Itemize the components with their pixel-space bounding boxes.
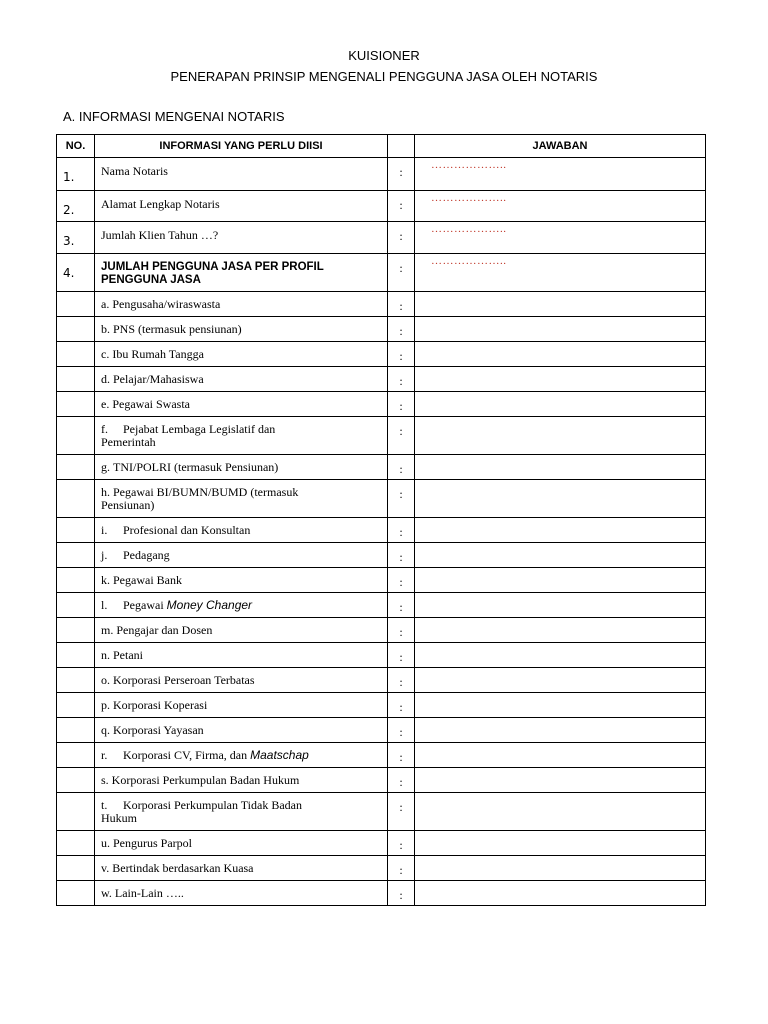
answer-field[interactable] xyxy=(415,518,706,543)
row-colon: : xyxy=(388,254,415,292)
table-row xyxy=(57,417,706,455)
row-colon: : xyxy=(388,543,415,568)
row-number-empty xyxy=(57,793,95,831)
answer-field[interactable]: ……………….. xyxy=(415,254,706,292)
answer-field[interactable] xyxy=(415,693,706,718)
profile-text: Pegawai Swasta xyxy=(112,397,190,411)
profile-label xyxy=(95,480,388,518)
row-number-empty xyxy=(57,417,95,455)
profile-label xyxy=(95,417,388,455)
table-row xyxy=(57,191,706,222)
profile-prefix: t. xyxy=(101,798,108,812)
row-number-empty xyxy=(57,743,95,768)
table-row xyxy=(57,392,706,417)
profile-label xyxy=(95,618,388,643)
table-row xyxy=(57,793,706,831)
profile-label xyxy=(95,543,388,568)
row-number-empty xyxy=(57,367,95,392)
row-colon: : xyxy=(388,317,415,342)
profile-text: Ibu Rumah Tangga xyxy=(112,347,204,361)
header-separator xyxy=(388,135,415,158)
profile-prefix: c. xyxy=(101,347,110,361)
row-number-empty xyxy=(57,292,95,317)
row-label: Alamat Lengkap Notaris xyxy=(95,191,388,222)
profile-prefix: s. xyxy=(101,773,109,787)
row-colon: : xyxy=(388,668,415,693)
profile-prefix: k. xyxy=(101,573,110,587)
row-colon: : xyxy=(388,593,415,618)
answer-field[interactable] xyxy=(415,718,706,743)
profile-text: Lain-Lain ….. xyxy=(114,886,184,900)
row-number-empty xyxy=(57,881,95,906)
profile-text: Korporasi Koperasi xyxy=(113,698,208,712)
profile-prefix: h. xyxy=(101,485,110,499)
row-number-empty xyxy=(57,618,95,643)
answer-field[interactable] xyxy=(415,342,706,367)
table-row xyxy=(57,158,706,191)
profile-label xyxy=(95,593,388,618)
table-row xyxy=(57,222,706,254)
row-number-empty xyxy=(57,768,95,793)
profile-prefix: b. xyxy=(101,322,110,336)
answer-field[interactable] xyxy=(415,743,706,768)
answer-field[interactable] xyxy=(415,856,706,881)
row-number-empty xyxy=(57,718,95,743)
row-number-empty xyxy=(57,831,95,856)
profile-text: Pegawai Bank xyxy=(113,573,182,587)
profile-prefix: v. xyxy=(101,861,110,875)
row-label: JUMLAH PENGGUNA JASA PER PROFIL PENGGUNA JASA xyxy=(95,254,388,292)
row-colon: : xyxy=(388,643,415,668)
profile-label xyxy=(95,693,388,718)
header-answer: JAWABAN xyxy=(415,135,706,158)
profile-text: Pejabat Lembaga Legislatif dan Pemerintah xyxy=(101,422,276,449)
answer-field[interactable] xyxy=(415,367,706,392)
profile-prefix: r. xyxy=(101,748,108,762)
row-colon: : xyxy=(388,718,415,743)
answer-field[interactable] xyxy=(415,543,706,568)
answer-field[interactable] xyxy=(415,668,706,693)
profile-prefix: d. xyxy=(101,372,110,386)
profile-text: Korporasi CV, Firma, dan xyxy=(123,748,248,762)
table-row xyxy=(57,881,706,906)
profile-prefix: p. xyxy=(101,698,110,712)
profile-label xyxy=(95,643,388,668)
profile-text: Pedagang xyxy=(123,548,170,562)
row-number-empty xyxy=(57,668,95,693)
row-number: 1. xyxy=(57,158,95,191)
table-header-row xyxy=(57,135,706,158)
profile-text: Korporasi Yayasan xyxy=(113,723,204,737)
row-number-empty xyxy=(57,856,95,881)
row-number-empty xyxy=(57,643,95,668)
row-number: 4. xyxy=(57,254,95,292)
table-row xyxy=(57,693,706,718)
profile-label xyxy=(95,743,388,768)
table-row xyxy=(57,643,706,668)
profile-text: Pengurus Parpol xyxy=(113,836,192,850)
answer-field[interactable] xyxy=(415,392,706,417)
answer-field[interactable] xyxy=(415,568,706,593)
profile-label xyxy=(95,856,388,881)
profile-text: Korporasi Perseroan Terbatas xyxy=(113,673,255,687)
answer-field[interactable] xyxy=(415,793,706,831)
profile-prefix: e. xyxy=(101,397,110,411)
row-colon: : xyxy=(388,191,415,222)
row-label: Nama Notaris xyxy=(95,158,388,191)
answer-field[interactable] xyxy=(415,831,706,856)
row-colon: : xyxy=(388,743,415,768)
table-row xyxy=(57,543,706,568)
row-colon: : xyxy=(388,222,415,254)
row-number-empty xyxy=(57,342,95,367)
answer-field[interactable]: ……………….. xyxy=(415,158,706,191)
row-number-empty xyxy=(57,593,95,618)
table-row xyxy=(57,768,706,793)
profile-text: Pegawai xyxy=(123,598,164,612)
section-title: A. INFORMASI MENGENAI NOTARIS xyxy=(63,109,285,124)
table-row xyxy=(57,480,706,518)
profile-label xyxy=(95,881,388,906)
table-row xyxy=(57,668,706,693)
row-colon: : xyxy=(388,793,415,831)
row-colon: : xyxy=(388,881,415,906)
row-colon: : xyxy=(388,158,415,191)
answer-field[interactable] xyxy=(415,455,706,480)
profile-text: Korporasi Perkumpulan Tidak Badan Hukum xyxy=(101,798,302,825)
row-colon: : xyxy=(388,392,415,417)
answer-field[interactable] xyxy=(415,881,706,906)
row-number-empty xyxy=(57,317,95,342)
row-number-empty xyxy=(57,455,95,480)
table-row xyxy=(57,455,706,480)
profile-label xyxy=(95,768,388,793)
table-row xyxy=(57,856,706,881)
answer-field[interactable] xyxy=(415,417,706,455)
answer-field[interactable] xyxy=(415,480,706,518)
profile-label xyxy=(95,568,388,593)
row-number-empty xyxy=(57,568,95,593)
profile-text: PNS (termasuk pensiunan) xyxy=(113,322,242,336)
row-colon: : xyxy=(388,768,415,793)
answer-field[interactable]: ……………….. xyxy=(415,191,706,222)
row-colon: : xyxy=(388,342,415,367)
row-label: Jumlah Klien Tahun …? xyxy=(95,222,388,254)
profile-text-italic: Money Changer xyxy=(166,598,253,612)
row-number-empty xyxy=(57,518,95,543)
row-colon: : xyxy=(388,367,415,392)
profile-text: Pengajar dan Dosen xyxy=(116,623,213,637)
profile-text: Petani xyxy=(113,648,143,662)
profile-prefix: q. xyxy=(101,723,110,737)
questionnaire-title: KUISIONER xyxy=(348,48,420,63)
profile-text: Pegawai BI/BUMN/BUMD (termasuk Pensiunan) xyxy=(101,485,299,512)
table-row xyxy=(57,367,706,392)
profile-text-italic: Maatschap xyxy=(250,748,309,762)
table-row xyxy=(57,618,706,643)
profile-prefix: a. xyxy=(101,297,110,311)
row-colon: : xyxy=(388,455,415,480)
table-row xyxy=(57,568,706,593)
answer-field[interactable] xyxy=(415,768,706,793)
answer-field[interactable] xyxy=(415,593,706,618)
table-row xyxy=(57,518,706,543)
profile-label xyxy=(95,793,388,831)
row-number-empty xyxy=(57,693,95,718)
profile-label xyxy=(95,831,388,856)
profile-label xyxy=(95,718,388,743)
row-number-empty xyxy=(57,480,95,518)
profile-label xyxy=(95,317,388,342)
profile-label xyxy=(95,342,388,367)
profile-label xyxy=(95,668,388,693)
profile-prefix: w. xyxy=(101,886,112,900)
header-no: NO. xyxy=(57,135,95,158)
profile-prefix: i. xyxy=(101,523,108,537)
profile-prefix: l. xyxy=(101,598,108,612)
answer-field[interactable] xyxy=(415,643,706,668)
questionnaire-subtitle: PENERAPAN PRINSIP MENGENALI PENGGUNA JASA OLEH NOTARIS xyxy=(170,69,598,84)
profile-label xyxy=(95,455,388,480)
profile-text: Pengusaha/wiraswasta xyxy=(112,297,221,311)
row-number-empty xyxy=(57,543,95,568)
profile-text: Korporasi Perkumpulan Badan Hukum xyxy=(111,773,300,787)
answer-field[interactable] xyxy=(415,317,706,342)
table-row xyxy=(57,593,706,618)
table-row xyxy=(57,743,706,768)
table-row xyxy=(57,292,706,317)
notaris-info-table xyxy=(56,134,706,906)
profile-prefix: u. xyxy=(101,836,110,850)
row-colon: : xyxy=(388,693,415,718)
profile-prefix: m. xyxy=(101,623,114,637)
profile-prefix: g. xyxy=(101,460,110,474)
row-colon: : xyxy=(388,856,415,881)
profile-prefix: j. xyxy=(101,548,108,562)
row-number: 2. xyxy=(57,191,95,222)
header-info: INFORMASI YANG PERLU DIISI xyxy=(95,135,388,158)
row-colon: : xyxy=(388,292,415,317)
profile-prefix: n. xyxy=(101,648,110,662)
row-number: 3. xyxy=(57,222,95,254)
row-number-empty xyxy=(57,392,95,417)
profile-text: TNI/POLRI (termasuk Pensiunan) xyxy=(113,460,279,474)
table-row xyxy=(57,342,706,367)
row-colon: : xyxy=(388,417,415,455)
profile-label xyxy=(95,367,388,392)
row-colon: : xyxy=(388,618,415,643)
answer-field[interactable] xyxy=(415,618,706,643)
table-row xyxy=(57,317,706,342)
profile-label xyxy=(95,392,388,417)
profile-label xyxy=(95,518,388,543)
profile-label xyxy=(95,292,388,317)
profile-prefix: o. xyxy=(101,673,110,687)
profile-text: Pelajar/Mahasiswa xyxy=(113,372,204,386)
table-row xyxy=(57,718,706,743)
row-colon: : xyxy=(388,831,415,856)
row-colon: : xyxy=(388,480,415,518)
table-row xyxy=(57,254,706,292)
profile-text: Bertindak berdasarkan Kuasa xyxy=(112,861,254,875)
table-row xyxy=(57,831,706,856)
profile-text: Profesional dan Konsultan xyxy=(123,523,251,537)
answer-field[interactable] xyxy=(415,292,706,317)
row-colon: : xyxy=(388,568,415,593)
profile-prefix: f. xyxy=(101,422,108,436)
answer-field[interactable]: ……………….. xyxy=(415,222,706,254)
row-colon: : xyxy=(388,518,415,543)
